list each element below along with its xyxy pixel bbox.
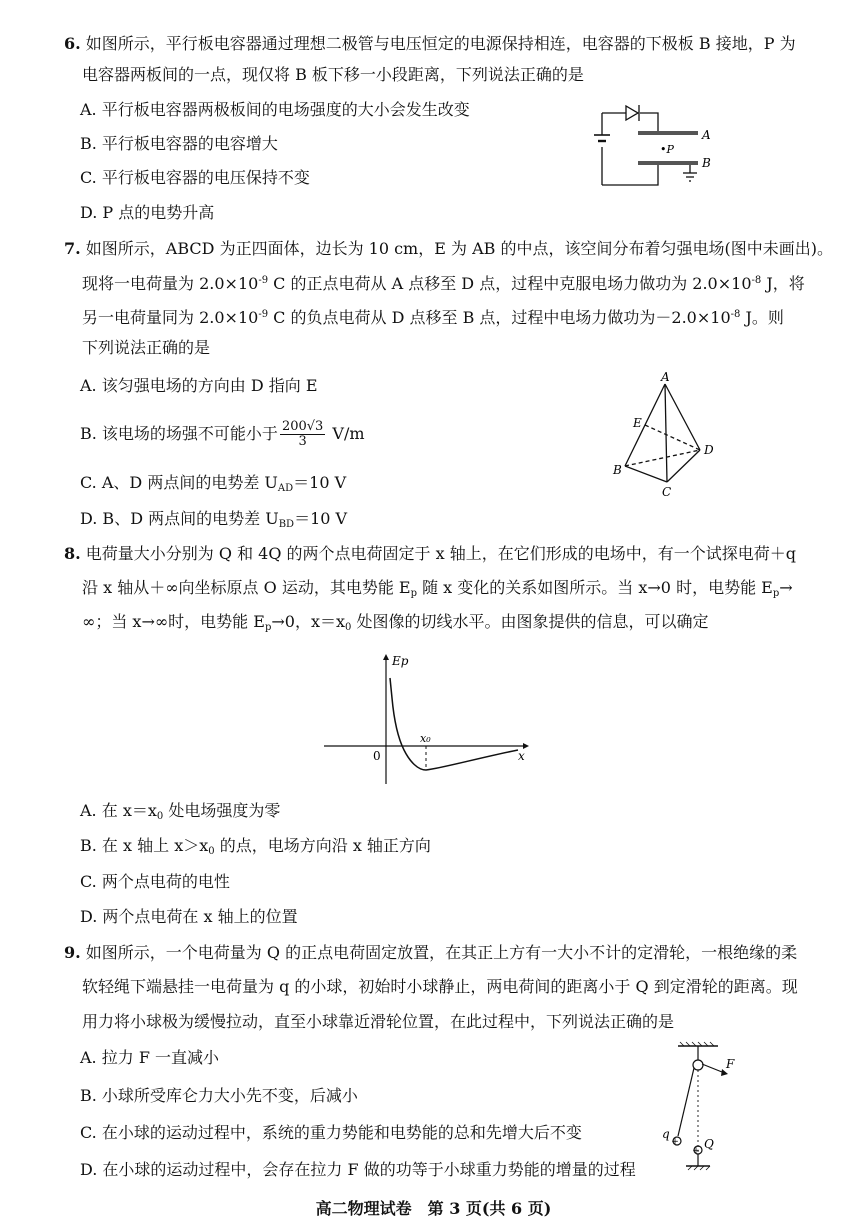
q9-option-b: B. 小球所受库仑力大小先不变，后减小 bbox=[80, 1086, 358, 1105]
q8-stem3-sub2: 0 bbox=[345, 622, 352, 633]
q8-stem3-sub: p bbox=[264, 622, 272, 633]
q8-stem3-a: ∞；当 x→∞时，电势能 E bbox=[82, 612, 265, 631]
q8-option-c: C. 两个点电荷的电性 bbox=[80, 872, 230, 891]
q7-option-b bbox=[80, 420, 365, 449]
q8-optb-sub: 0 bbox=[208, 846, 215, 857]
q8-stem-line2 bbox=[82, 578, 793, 604]
q9-stem-text1: 如图所示，一个电荷量为 Q 的正点电荷固定放置，在其正上方有一大小不计的定滑轮，一根绝缘的柔 bbox=[85, 943, 798, 962]
q7-option-c bbox=[80, 473, 346, 499]
q8-optb-post: 的点，电场方向沿 x 轴正方向 bbox=[214, 836, 431, 855]
q9-fig-label-q: q bbox=[662, 1127, 670, 1141]
q7-optc-pre: C. A、D 两点间的电势差 U bbox=[80, 473, 278, 492]
q8-stem2-c: → bbox=[779, 578, 793, 597]
q8-stem-text1: 电荷量大小分别为 Q 和 4Q 的两个点电荷固定于 x 轴上，在它们形成的电场中，有一个试探电荷＋q bbox=[85, 544, 796, 563]
q7-stem-line4: 下列说法正确的是 bbox=[82, 338, 211, 357]
q9-option-d: D. 在小球的运动过程中，会存在拉力 F 做的功等于小球重力势能的增量的过程 bbox=[80, 1160, 636, 1179]
q7-optb-pre: B. 该电场的场强不可能小于 bbox=[80, 424, 278, 443]
q8-stem2-a: 沿 x 轴从＋∞向坐标原点 O 运动，其电势能 E bbox=[82, 578, 411, 597]
q7-edge-ed bbox=[645, 425, 700, 450]
q7-optd-pre: D. B、D 两点间的电势差 U bbox=[80, 509, 279, 528]
q8-stem3-b: →0，x＝x bbox=[271, 612, 345, 631]
q8-origin-label: 0 bbox=[373, 749, 381, 763]
q6-option-b: B. 平行板电容器的电容增大 bbox=[80, 134, 278, 153]
q8-xlabel: x bbox=[518, 749, 525, 763]
q6-option-c: C. 平行板电容器的电压保持不变 bbox=[80, 168, 310, 187]
q7-stem-line1 bbox=[64, 239, 833, 259]
q8-opta-post: 处电场强度为零 bbox=[163, 801, 281, 820]
q8-stem2-sub: p bbox=[410, 588, 417, 599]
q7-optb-denominator: 3 bbox=[298, 434, 307, 449]
q7-edge-bd bbox=[625, 450, 700, 466]
q8-option-a bbox=[80, 801, 280, 827]
q7-edge-bc bbox=[625, 466, 667, 482]
q8-ep-curve bbox=[390, 678, 518, 770]
q7-stem-text1: 如图所示，ABCD 为正四面体，边长为 10 cm，E 为 AB 的中点，该空间分布着匀强电场(图中未画出)。 bbox=[85, 239, 833, 258]
q7-edge-ac bbox=[665, 384, 667, 482]
q6-circuit-figure bbox=[590, 95, 720, 195]
q8-y-arrow bbox=[383, 654, 389, 660]
q6-number: 6. bbox=[64, 34, 81, 53]
q9-number: 9. bbox=[64, 943, 81, 962]
q7-stem2-exp2: -8 bbox=[751, 275, 762, 286]
q7-stem3-exp1: -9 bbox=[258, 309, 269, 320]
q7-optb-fraction bbox=[280, 420, 325, 449]
q9-pulley-icon bbox=[693, 1060, 703, 1070]
q7-stem-line3 bbox=[82, 305, 784, 328]
q7-edge-ad bbox=[665, 384, 700, 450]
q8-option-d: D. 两个点电荷在 x 轴上的位置 bbox=[80, 907, 298, 926]
q6-stem-line2: 电容器两板间的一点，现仅将 B 板下移一小段距离，下列说法正确的是 bbox=[82, 65, 584, 84]
q6-stem-line1 bbox=[64, 34, 796, 54]
q8-optb-pre: B. 在 x 轴上 x＞x bbox=[80, 836, 209, 855]
q6-fig-label-b: B bbox=[702, 156, 711, 170]
q8-option-b bbox=[80, 836, 431, 862]
q7-optd-sub: BD bbox=[278, 519, 295, 530]
q7-stem3-b: C 的负点电荷从 D 点移至 B 点，过程中电场力做功为－2.0×10 bbox=[268, 308, 731, 327]
q7-option-d bbox=[80, 509, 347, 535]
page-footer: 高二物理试卷 第 3 页(共 6 页) bbox=[315, 1199, 552, 1218]
q6-option-d: D. P 点的电势升高 bbox=[80, 203, 215, 222]
q8-opta-pre: A. 在 x＝x bbox=[80, 801, 157, 820]
q7-tetrahedron-figure bbox=[605, 370, 730, 500]
q7-stem3-a: 另一电荷量同为 2.0×10 bbox=[82, 308, 259, 327]
q9-option-a: A. 拉力 F 一直减小 bbox=[80, 1048, 220, 1067]
q7-stem2-b: C 的正点电荷从 A 点移至 D 点，过程中克服电场力做功为 2.0×10 bbox=[268, 274, 752, 293]
q7-edge-cd bbox=[667, 450, 700, 482]
q7-fig-label-a: A bbox=[661, 370, 670, 384]
q6-option-a: A. 平行板电容器两极板间的电场强度的大小会发生改变 bbox=[80, 100, 470, 119]
q7-fig-label-c: C bbox=[662, 485, 672, 499]
q8-opta-sub: 0 bbox=[156, 811, 164, 822]
q6-stem-text1: 如图所示，平行板电容器通过理想二极管与电压恒定的电源保持相连，电容器的下极板 B 接地，P 为 bbox=[85, 34, 796, 53]
q7-fig-label-d: D bbox=[704, 443, 714, 457]
q9-stem-line3: 用力将小球极为缓慢拉动，直至小球靠近滑轮位置，在此过程中，下列说法正确的是 bbox=[82, 1012, 675, 1031]
q7-stem2-a: 现将一电荷量为 2.0×10 bbox=[82, 274, 259, 293]
q8-x0-label: x₀ bbox=[420, 732, 431, 745]
q6-fig-label-a: A bbox=[702, 128, 711, 142]
q7-optc-sub: AD bbox=[277, 483, 294, 494]
q9-fig-label-f: F bbox=[726, 1057, 735, 1071]
q7-optb-post: V/m bbox=[327, 424, 365, 443]
q9-stem-line2: 软轻绳下端悬挂一电荷量为 q 的小球，初始时小球静止，两电荷间的距离小于 Q 到定滑轮的距离。现 bbox=[82, 977, 798, 996]
q9-option-c: C. 在小球的运动过程中，系统的重力势能和电势能的总和先增大后不变 bbox=[80, 1123, 582, 1142]
q7-stem2-c: J，将 bbox=[761, 274, 805, 293]
q9-rope-ball bbox=[678, 1068, 694, 1136]
q9-pulley-figure bbox=[650, 1038, 740, 1178]
q8-stem-line1 bbox=[64, 544, 796, 564]
q7-option-a: A. 该匀强电场的方向由 D 指向 E bbox=[80, 376, 318, 395]
q8-number: 8. bbox=[64, 544, 81, 563]
q8-ylabel: Ep bbox=[392, 654, 409, 668]
q7-stem3-exp2: -8 bbox=[730, 309, 741, 320]
q8-stem2-b: 随 x 变化的关系如图所示。当 x→0 时，电势能 E bbox=[417, 578, 773, 597]
q7-optb-numerator: 200√3 bbox=[281, 419, 324, 434]
q8-stem2-sub2: p bbox=[772, 588, 780, 599]
q9-charge-plus: + bbox=[692, 1146, 700, 1156]
q9-fig-label-Q: Q bbox=[704, 1137, 714, 1151]
q7-fig-label-e: E bbox=[633, 416, 642, 430]
q7-stem-line2 bbox=[82, 271, 805, 294]
q7-stem2-exp1: -9 bbox=[258, 275, 269, 286]
q8-stem3-c: 处图像的切线水平。由图象提供的信息，可以确定 bbox=[351, 612, 709, 631]
q9-stem-line1 bbox=[64, 943, 797, 963]
q8-ep-graph bbox=[318, 650, 533, 790]
q7-optd-post: ＝10 V bbox=[294, 509, 348, 528]
q7-stem3-c: J。则 bbox=[740, 308, 784, 327]
q7-fig-label-b: B bbox=[613, 463, 622, 477]
q7-number: 7. bbox=[64, 239, 81, 258]
q9-rope-force bbox=[702, 1064, 722, 1072]
q8-stem-line3 bbox=[82, 612, 708, 638]
q6-fig-label-p: •P bbox=[660, 143, 674, 156]
q7-optc-post: ＝10 V bbox=[293, 473, 347, 492]
q9-ball-plus: + bbox=[671, 1137, 679, 1147]
